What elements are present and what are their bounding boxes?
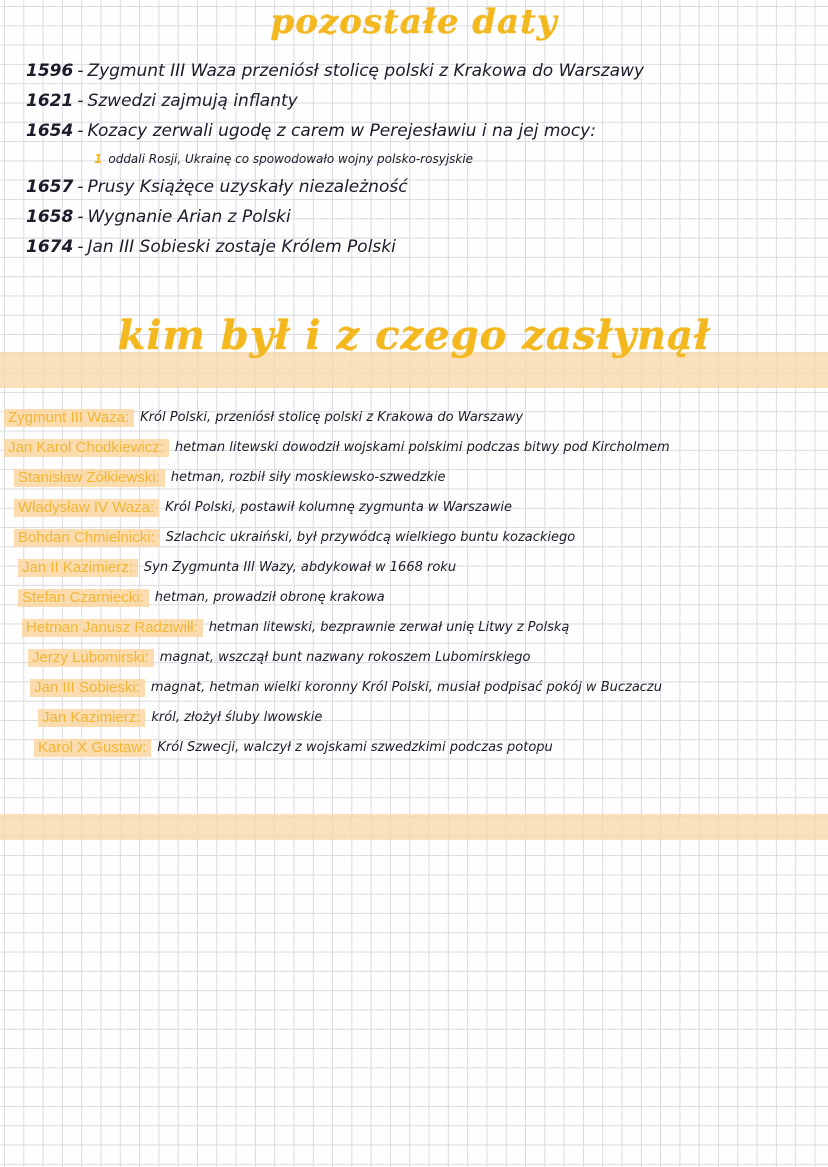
- person-name: Jan Kazimierz:: [38, 709, 145, 727]
- event-row: [26, 86, 816, 116]
- person-row: [0, 522, 828, 552]
- event-dash: -: [77, 237, 84, 257]
- person-row: [0, 402, 828, 432]
- event-year: 1654: [26, 121, 74, 141]
- person-row: [0, 642, 828, 672]
- person-name: Zygmunt III Waza:: [4, 409, 134, 427]
- event-text: Wygnanie Arian z Polski: [87, 207, 291, 227]
- event-row: [26, 202, 816, 232]
- event-dash: -: [77, 121, 84, 141]
- event-subnote: [26, 146, 816, 172]
- person-name: Stanisław Żółkiewski:: [14, 469, 165, 487]
- event-year: 1674: [26, 237, 74, 257]
- person-name: Jan II Kazimierz:: [18, 559, 138, 577]
- event-text: Prusy Książęce uzyskały niezależność: [87, 177, 408, 197]
- event-row: [26, 172, 816, 202]
- person-row: [0, 702, 828, 732]
- event-dash: -: [77, 177, 84, 197]
- event-text: Zygmunt III Waza przeniósł stolicę polski z Krakowa do Warszawy: [87, 61, 645, 81]
- person-name: Hetman Janusz Radziwiłł:: [22, 619, 203, 637]
- section-title-dates: pozostałe daty: [270, 2, 558, 42]
- highlight-band-bottom: [0, 814, 828, 840]
- person-description: Szlachcic ukraiński, był przywódcą wielkiego buntu kozackiego: [165, 529, 576, 545]
- person-row: [0, 432, 828, 462]
- event-dash: -: [77, 207, 84, 227]
- person-row: [0, 552, 828, 582]
- event-year: 1621: [26, 91, 74, 111]
- section-title-people: kim był i z czego zasłynął: [117, 312, 711, 359]
- person-row: [0, 492, 828, 522]
- person-description: Syn Zygmunta III Wazy, abdykował w 1668 roku: [143, 559, 457, 575]
- event-text: Jan III Sobieski zostaje Królem Polski: [87, 237, 396, 257]
- person-description: Król Polski, postawił kolumnę zygmunta w Warszawie: [165, 499, 512, 515]
- person-name: Władysław IV Waza:: [14, 499, 159, 517]
- event-row: [26, 116, 816, 146]
- event-text: oddali Rosji, Ukrainę co spowodowało wojny polsko-rosyjskie: [108, 152, 474, 166]
- event-text: Szwedzi zajmują inflanty: [87, 91, 298, 111]
- person-name: Jan Karol Chodkiewicz:: [4, 439, 169, 457]
- person-description: magnat, hetman wielki koronny Król Polski, musiał podpisać pokój w Buczaczu: [150, 679, 662, 695]
- person-description: hetman litewski, bezprawnie zerwał unię Litwy z Polską: [208, 619, 570, 635]
- person-name: Bohdan Chmielnicki:: [14, 529, 160, 547]
- person-name: Jerzy Lubomirski:: [28, 649, 154, 667]
- person-name: Jan III Sobieski:: [30, 679, 145, 697]
- event-year: 1596: [26, 61, 74, 81]
- event-row: [26, 56, 816, 86]
- person-name: Stefan Czarniecki:: [18, 589, 149, 607]
- people-list: [0, 402, 828, 762]
- events-list: [26, 56, 816, 262]
- person-description: Król Szwecji, walczył z wojskami szwedzkimi podczas potopu: [157, 739, 553, 755]
- person-description: hetman, rozbił siły moskiewsko-szwedzkie: [170, 469, 446, 485]
- person-row: [0, 672, 828, 702]
- event-row: [26, 232, 816, 262]
- person-row: [0, 462, 828, 492]
- person-description: hetman litewski dowodził wojskami polskimi podczas bitwy pod Kircholmem: [174, 439, 670, 455]
- person-description: hetman, prowadził obronę krakowa: [154, 589, 385, 605]
- person-row: [0, 582, 828, 612]
- person-description: magnat, wszczął bunt nazwany rokoszem Lubomirskiego: [159, 649, 531, 665]
- person-description: król, złożył śluby lwowskie: [151, 709, 323, 725]
- person-name: Karol X Gustaw:: [34, 739, 151, 757]
- event-dash: -: [77, 61, 84, 81]
- subnote-number: 1: [94, 152, 103, 166]
- event-year: 1657: [26, 177, 74, 197]
- person-row: [0, 732, 828, 762]
- event-text: Kozacy zerwali ugodę z carem w Perejesławiu i na jej mocy:: [87, 121, 596, 141]
- person-description: Król Polski, przeniósł stolicę polski z Krakowa do Warszawy: [140, 409, 524, 425]
- event-year: 1658: [26, 207, 74, 227]
- event-dash: -: [77, 91, 84, 111]
- person-row: [0, 612, 828, 642]
